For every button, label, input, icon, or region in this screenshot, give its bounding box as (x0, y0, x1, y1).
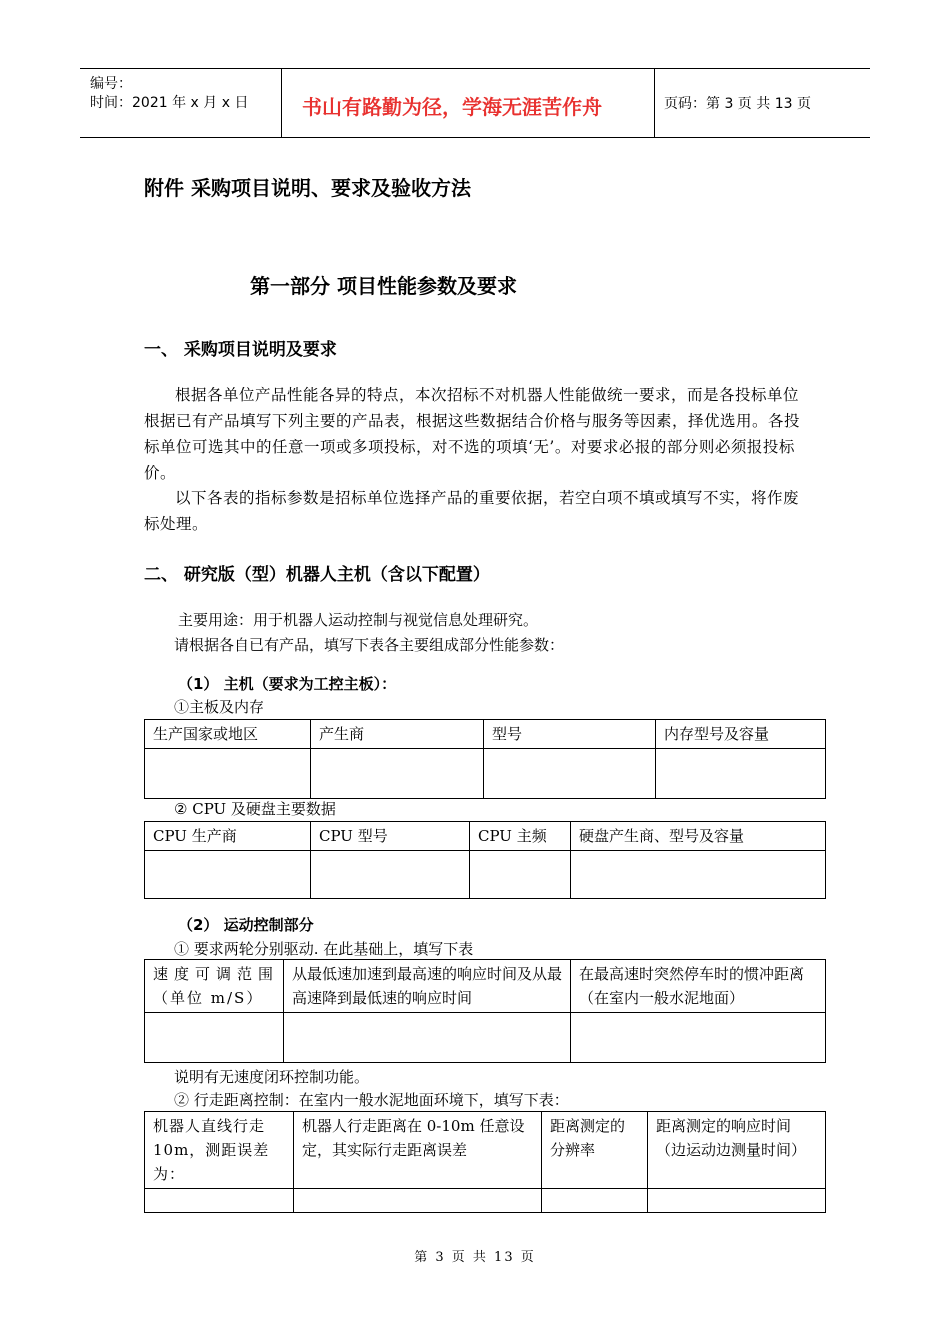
blank-cell[interactable] (145, 1013, 284, 1063)
blank-cell[interactable] (294, 1189, 542, 1213)
section2-heading: 二、 研究版（型）机器人主机（含以下配置） (144, 565, 490, 585)
cpu-table (144, 821, 826, 899)
section1-heading: 一、 采购项目说明及要求 (144, 340, 337, 360)
table-header-cell: 机器人行走距离在 0-10m 任意设定，其实际行走距离误差 (294, 1112, 542, 1189)
table-row (145, 1189, 826, 1213)
time-label: 时间：2021 年 x 月 x 日 (90, 95, 249, 111)
table-header-cell: 机器人直线行走 10m，测距误差为： (145, 1112, 294, 1189)
blank-cell[interactable] (571, 851, 826, 899)
header-motto-cell (281, 69, 655, 137)
blank-cell[interactable] (542, 1189, 648, 1213)
table-row (145, 1013, 826, 1063)
item1-label: ①主板及内存 (174, 698, 265, 716)
table-header-row (145, 822, 826, 851)
number-label: 编号： (90, 76, 132, 92)
motto: 书山有路勤为径，学海无涯苦作舟 (302, 95, 602, 119)
part-title: 第一部分 项目性能参数及要求 (250, 274, 517, 298)
sub1-heading: （1） 主机（要求为工控主板）： (178, 675, 397, 693)
table-header-cell: CPU 生产商 (145, 822, 311, 851)
table-header-cell: 型号 (484, 720, 656, 749)
blank-cell[interactable] (571, 1013, 826, 1063)
blank-cell[interactable] (284, 1013, 571, 1063)
table-header-cell: 距离测定的分辨率 (542, 1112, 648, 1189)
table-header-row (145, 720, 826, 749)
table-header-cell: CPU 主频 (470, 822, 571, 851)
table-header-cell: 从最低速加速到最高速的响应时间及从最高速降到最低速的响应时间 (284, 960, 571, 1013)
distance-table (144, 1111, 826, 1213)
table-header-row (145, 1112, 826, 1189)
sub2-heading: （2） 运动控制部分 (178, 916, 314, 934)
blank-cell[interactable] (145, 1189, 294, 1213)
section1-para1: 根据各单位产品性能各异的特点，本次招标不对机器人性能做统一要求，而是各投标单位根据已有产品填写下列主要的产品表，根据这些数据结合价格与服务等因素，择优选用。各投标单位可选其中的任意一项或多项投标，对不选的项填‘无’。对要求必报的部分则必须报投标价。 (144, 386, 801, 482)
page-header (80, 68, 870, 138)
table-header-cell: CPU 型号 (311, 822, 470, 851)
table-header-cell: 内存型号及容量 (656, 720, 826, 749)
usage-text: 主要用途：用于机器人运动控制与视觉信息处理研究。 (178, 611, 539, 629)
instruction-text: 请根据各自已有产品，填写下表各主要组成部分性能参数： (174, 636, 565, 654)
item3-label: ① 要求两轮分别驱动. 在此基础上，填写下表 (174, 940, 474, 958)
page-footer: 第 3 页 共 13 页 (414, 1250, 536, 1265)
note-text: 说明有无速度闭环控制功能。 (174, 1068, 370, 1086)
item4-label: ② 行走距离控制：在室内一般水泥地面环境下，填写下表： (174, 1091, 569, 1109)
blank-cell[interactable] (311, 749, 484, 799)
section1-para2: 以下各表的指标参数是招标单位选择产品的重要依据，若空白项不填或填写不实，将作废标处理。 (144, 489, 800, 533)
table-header-cell: 生产国家或地区 (145, 720, 311, 749)
mainboard-table (144, 719, 826, 799)
table-row (145, 851, 826, 899)
item2-label: ② CPU 及硬盘主要数据 (174, 800, 336, 818)
blank-cell[interactable] (656, 749, 826, 799)
table-header-cell: 距离测定的响应时间（边运动边测量时间） (648, 1112, 826, 1189)
blank-cell[interactable] (484, 749, 656, 799)
header-meta (80, 69, 280, 137)
motion-table (144, 959, 826, 1063)
page-code: 页码：第 3 页 共 13 页 (664, 96, 811, 112)
blank-cell[interactable] (145, 749, 311, 799)
table-header-cell: 速度可调范围（单位 m/S） (145, 960, 284, 1013)
blank-cell[interactable] (311, 851, 470, 899)
document-title: 附件 采购项目说明、要求及验收方法 (144, 176, 471, 200)
blank-cell[interactable] (648, 1189, 826, 1213)
blank-cell[interactable] (145, 851, 311, 899)
table-row (145, 749, 826, 799)
table-header-row (145, 960, 826, 1013)
blank-cell[interactable] (470, 851, 571, 899)
table-header-cell: 产生商 (311, 720, 484, 749)
table-header-cell: 硬盘产生商、型号及容量 (571, 822, 826, 851)
table-header-cell: 在最高速时突然停车时的惯冲距离（在室内一般水泥地面） (571, 960, 826, 1013)
